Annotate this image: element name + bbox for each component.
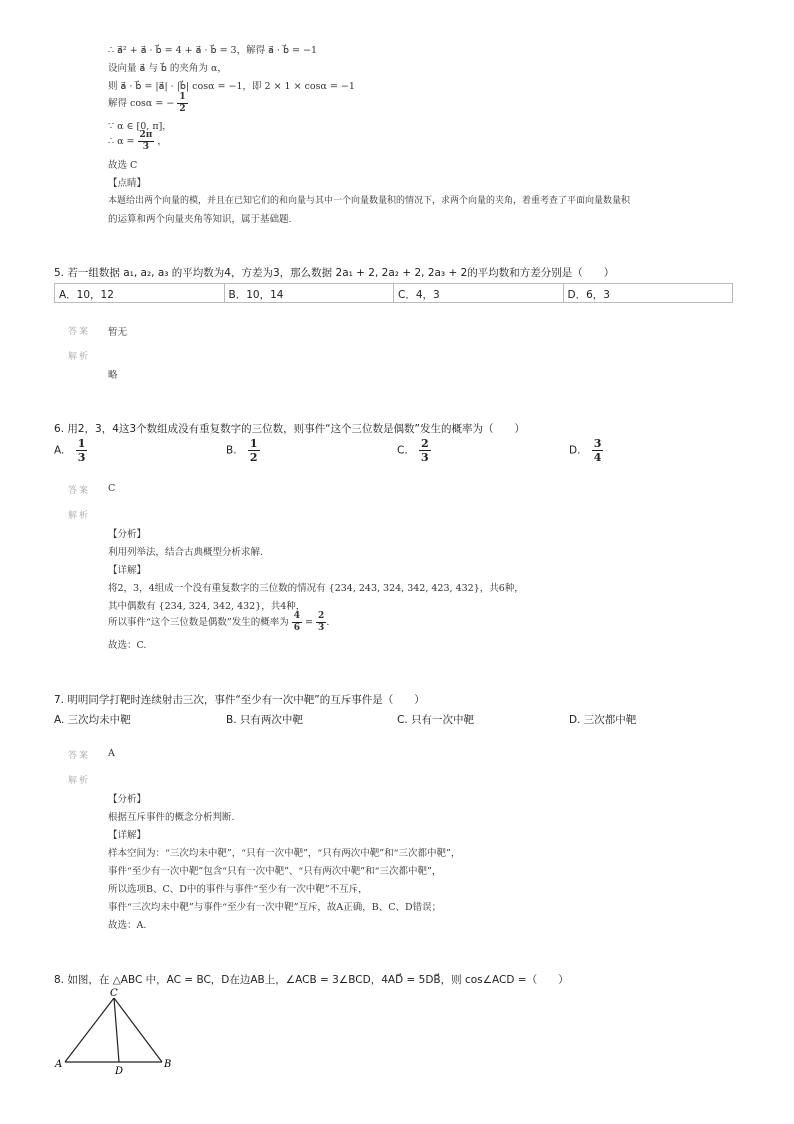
xiangjie-heading: 【详解】 (108, 565, 147, 576)
solution-line: ∵ α ∈ [0, π]， (108, 121, 172, 132)
vertex-label-b: B (164, 1059, 172, 1070)
option-b[interactable]: B. 只有两次中靶 (226, 714, 303, 726)
vertex-label-c: C (110, 988, 118, 999)
conclusion: 故选：A. (108, 920, 147, 931)
answer-label: 答案 (68, 486, 91, 496)
solution-line: 样本空间为：“三次均未中靶”，“只有一次中靶”，“只有两次中靶”和“三次都中靶”， (108, 848, 461, 859)
analysis-label: 解析 (68, 776, 91, 786)
comment-line: 本题给出两个向量的模，并且在已知它们的和向量与其中一个向量数量积的情况下，求两个向量的夹角，着重考查了平面向量数量积 (108, 196, 631, 206)
solution-line: ∴ α = $\frac{2\pi}{3}$ ， (108, 130, 167, 152)
solution-line: 设向量 a⃗ 与 b⃗ 的夹角为 α， (108, 63, 227, 74)
conclusion: 故选：C. (108, 640, 147, 651)
solution-line: 所以选项B、C、D中的事件与事件“至少有一次中靶”不互斥， (108, 884, 368, 895)
fenxi-text: 根据互斥事件的概念分析判断. (108, 812, 235, 823)
option-a[interactable]: A. 三次均未中靶 (54, 714, 131, 726)
answer-value: A (108, 748, 115, 759)
triangle-figure (54, 986, 184, 1076)
question-5-stem: 5. 若一组数据 a₁, a₂, a₃ 的平均数为4，方差为3，那么数据 2a₁ + 2, 2a₂ + 2, 2a₃ + 2的平均数和方差分别是（ ） (54, 267, 615, 279)
answer-label: 答案 (68, 751, 91, 761)
fenxi-text: 利用列举法，结合古典概型分析求解. (108, 547, 264, 558)
solution-line: 解得 cosα = − $\frac{1}{2}$ (108, 92, 186, 114)
question-5-options (54, 283, 733, 303)
question-8-stem: 8. 如图，在 △ABC 中，AC = BC，D在边AB上，∠ACB = 3∠BCD，4AD⃗ = 5DB⃗，则 cos∠ACD =（ ） (54, 974, 569, 986)
solution-line: 所以事件“这个三位数是偶数”发生的概率为 $\frac{4}{6}$ = $\frac{2}{3}$ . (108, 611, 330, 633)
option-b[interactable]: B. $\frac{1}{2}$ (226, 437, 258, 464)
option-d[interactable]: D. $\frac{3}{4}$ (569, 437, 602, 464)
option-c[interactable]: C．4，3 (393, 284, 563, 302)
question-6-stem: 6. 用2，3，4这3个数组成没有重复数字的三位数，则事件“这个三位数是偶数”发生的概率为（ ） (54, 423, 525, 435)
fenxi-heading: 【分析】 (108, 794, 147, 805)
analysis-label: 解析 (68, 511, 91, 521)
solution-line: 故选 C (108, 160, 138, 171)
solution-line: ∴ a⃗² + a⃗ · b⃗ = 4 + a⃗ · b⃗ = 3，解得 a⃗ · b⃗ = −1 (108, 45, 318, 56)
solution-line: 事件“至少有一次中靶”包含“只有一次中靶”、“只有两次中靶”和“三次都中靶”， (108, 866, 442, 877)
vertex-label-d: D (115, 1066, 124, 1076)
option-b[interactable]: B．10，14 (224, 284, 394, 302)
solution-line: 将2，3，4组成一个没有重复数字的三位数的情况有 {234, 243, 324, 342, 423, 432}，共6种， (108, 583, 524, 594)
option-a[interactable]: A. $\frac{1}{3}$ (54, 437, 86, 464)
analysis-text: 略 (108, 370, 118, 381)
answer-value: C (108, 483, 116, 494)
analysis-label: 解析 (68, 352, 91, 362)
answer-label: 答案 (68, 327, 91, 337)
solution-line: 其中偶数有 {234, 324, 342, 432}，共4种， (108, 601, 306, 612)
solution-line: 事件“三次均未中靶”与事件“至少有一次中靶”互斥，故A正确，B、C、D错误； (108, 902, 442, 913)
option-d[interactable]: D．6，3 (563, 284, 733, 302)
option-d[interactable]: D. 三次都中靶 (569, 714, 637, 726)
vertex-label-a: A (55, 1059, 63, 1070)
question-7-stem: 7. 明明同学打靶时连续射击三次，事件“至少有一次中靶”的互斥事件是（ ） (54, 694, 425, 706)
option-c[interactable]: C. 只有一次中靶 (397, 714, 475, 726)
option-a[interactable]: A．10，12 (59, 289, 114, 301)
dianjing-heading: 【点睛】 (108, 178, 147, 189)
answer-value: 暂无 (108, 327, 128, 338)
solution-line: 则 a⃗ · b⃗ = |a⃗| · |b⃗| cosα = −1，即 2 × 1 × cosα = −1 (108, 81, 355, 92)
option-c[interactable]: C. $\frac{2}{3}$ (397, 437, 429, 464)
xiangjie-heading: 【详解】 (108, 830, 147, 841)
comment-line: 的运算和两个向量夹角等知识，属于基础题. (108, 214, 292, 225)
fenxi-heading: 【分析】 (108, 529, 147, 540)
